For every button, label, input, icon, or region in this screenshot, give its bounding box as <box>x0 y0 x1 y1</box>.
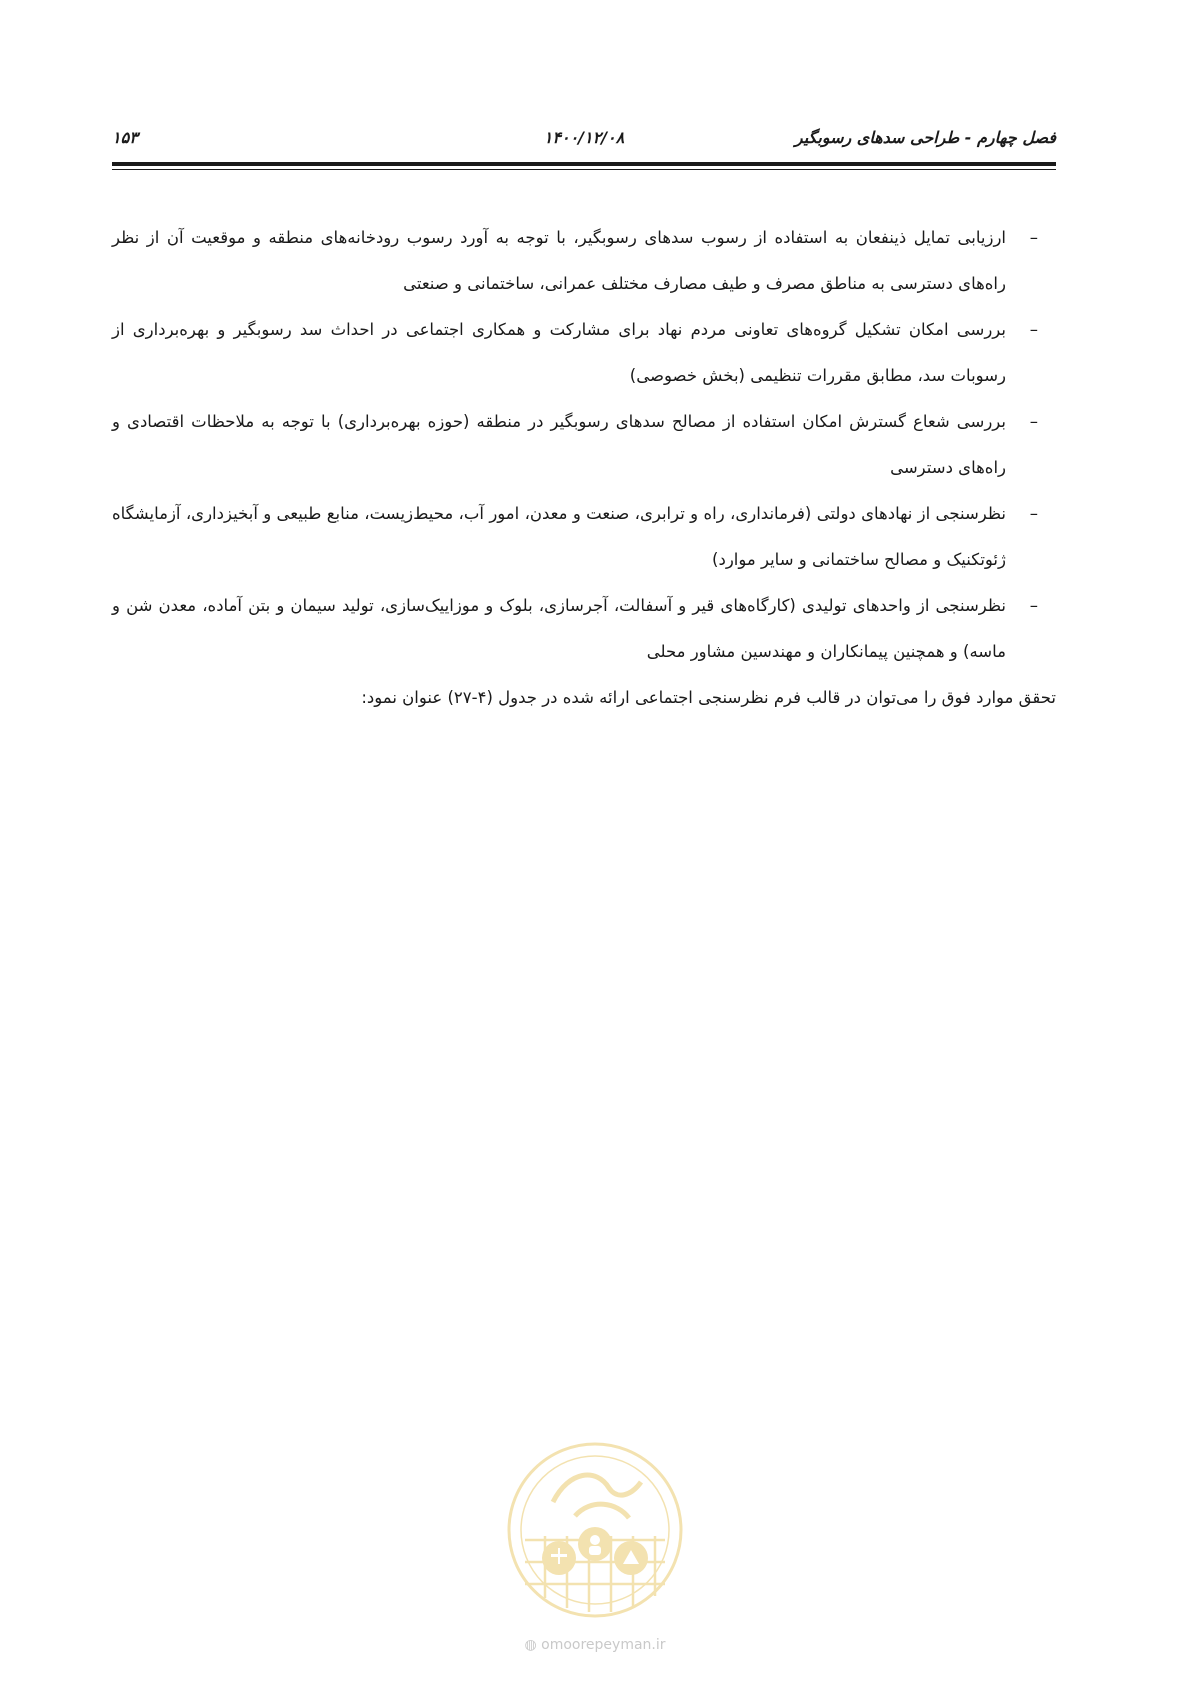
list-item-text: نظرسنجی از واحدهای تولیدی (کارگاه‌های قیر و آسفالت، آجرسازی، بلوک و موزاییک‌سازی، تولید سیمان و بتن آماده، معدن شن و ماسه) و همچنین پیمانکاران و مهندسین مشاور محلی <box>112 596 1006 661</box>
chapter-title: فصل چهارم - طراحی سدهای رسوبگیر <box>794 128 1056 147</box>
list-item-text: بررسی امکان تشکیل گروه‌های تعاونی مردم نهاد برای مشارکت و همکاری اجتماعی در احداث سد رسوبگیر و بهره‌برداری از رسوبات سد، مطابق مقررات تنظیمی (بخش خصوصی) <box>112 320 1006 385</box>
dash-marker: – <box>1029 228 1038 247</box>
watermark-seal-logo <box>505 1440 685 1620</box>
list-item <box>112 491 1056 583</box>
list-item <box>112 215 1056 307</box>
page-number: ۱۵۳ <box>112 128 138 147</box>
globe-icon: ◍ <box>524 1637 537 1653</box>
header-rule-thin <box>112 169 1056 170</box>
header-date: ۱۴۰۰/۱۲/۰۸ <box>543 128 625 147</box>
list-item <box>112 307 1056 399</box>
list-item-text: ارزیابی تمایل ذینفعان به استفاده از رسوب سدهای رسوبگیر، با توجه به آورد رسوب رودخانه‌های منطقه و موقعیت آن از نظر راه‌های دسترسی به مناطق مصرف و طیف مصارف مختلف عمرانی، ساختمانی و صنعتی <box>112 228 1006 293</box>
list-item <box>112 399 1056 491</box>
closing-paragraph: تحقق موارد فوق را می‌توان در قالب فرم نظرسنجی اجتماعی ارائه شده در جدول (۴-۲۷) عنوان نمود: <box>361 688 1056 707</box>
bullet-list <box>112 215 1056 675</box>
dash-marker: – <box>1029 504 1038 523</box>
page-body <box>112 215 1056 721</box>
dash-marker: – <box>1029 320 1038 339</box>
page-header <box>112 128 1056 152</box>
dash-marker: – <box>1029 412 1038 431</box>
list-item-text: بررسی شعاع گسترش امکان استفاده از مصالح سدهای رسوبگیر در منطقه (حوزه بهره‌برداری) با توجه به ملاحظات اقتصادی و راه‌های دسترسی <box>112 412 1006 477</box>
header-rule-thick <box>112 162 1056 166</box>
list-item <box>112 583 1056 675</box>
dash-marker: – <box>1029 596 1038 615</box>
website-footer <box>495 1637 695 1653</box>
list-item-text: نظرسنجی از نهادهای دولتی (فرمانداری، راه و ترابری، صنعت و معدن، امور آب، محیط‌زیست، منابع طبیعی و آبخیزداری، آزمایشگاه ژئوتکنیک و مصالح ساختمانی و سایر موارد) <box>112 504 1006 569</box>
website-text: omoorepeyman.ir <box>541 1637 666 1653</box>
